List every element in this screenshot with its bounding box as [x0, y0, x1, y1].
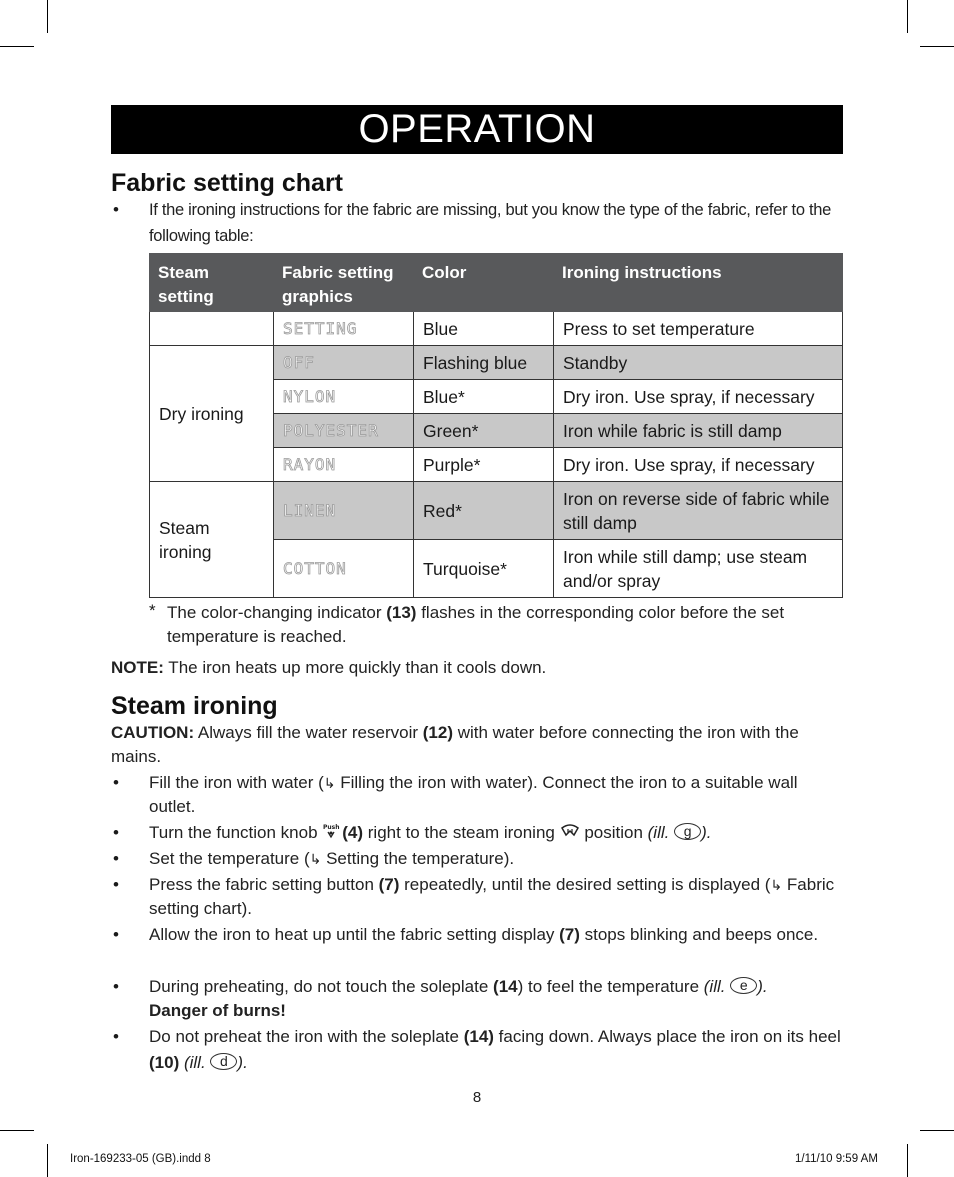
step-text: Set the temperature (	[149, 849, 310, 868]
push-knob-icon	[322, 822, 342, 846]
step-text: ). Connect the iron to a suitable wall outlet.	[149, 773, 798, 816]
lcd-graphic: NYLON	[274, 380, 414, 414]
note-label: NOTE:	[111, 658, 164, 677]
crop-mark	[0, 46, 34, 47]
ref-number: (14	[493, 977, 518, 996]
illustration-badge: g	[674, 823, 701, 840]
caution-text: Always fill the water reservoir	[194, 723, 423, 742]
column-header: Steam setting	[150, 254, 274, 312]
cross-reference-arrow-icon: ↳	[323, 775, 336, 791]
column-header: Ironing instructions	[554, 254, 843, 312]
step-set-temperature	[149, 847, 843, 871]
page-title: OPERATION	[111, 105, 843, 154]
section-heading-fabric-chart: Fabric setting chart	[111, 169, 343, 197]
table-row	[150, 346, 843, 380]
table-cell-instructions: Iron while fabric is still damp	[554, 414, 843, 448]
steam-icon	[560, 822, 580, 846]
crop-mark	[907, 0, 908, 33]
step-text: stops blinking and beeps once.	[579, 925, 819, 944]
table-cell-group-steam	[150, 482, 274, 598]
table-cell-instructions: Iron on reverse side of fabric while still damp	[554, 482, 843, 540]
step-text: right to the steam ironing	[363, 823, 560, 842]
group-label-steam: Steam ironing	[159, 517, 212, 562]
step-text: ).	[757, 977, 768, 996]
bullet: •	[113, 849, 119, 868]
table-cell-instructions: Dry iron. Use spray, if necessary	[554, 380, 843, 414]
lcd-graphic: OFF	[274, 346, 414, 380]
step-fill-water	[149, 771, 843, 819]
illustration-ref: (ill.	[703, 977, 731, 996]
bullet: •	[113, 1027, 119, 1046]
step-do-not-touch	[149, 975, 843, 1023]
ref-number: (7)	[378, 875, 400, 894]
lcd-graphic: COTTON	[274, 540, 414, 598]
table-header-row	[150, 254, 843, 312]
illustration-ref: (ill.	[179, 1053, 211, 1072]
table-cell-instructions: Press to set temperature	[554, 312, 843, 346]
bullet: •	[113, 875, 119, 894]
caution-text: with water before connecting the iron with the mains.	[111, 723, 799, 766]
cross-reference-link[interactable]: Fabric setting chart	[149, 875, 835, 918]
crop-mark	[47, 1144, 48, 1177]
ref-number: (4)	[342, 823, 364, 842]
crop-mark	[920, 1130, 954, 1131]
bullet: •	[113, 823, 119, 842]
crop-mark	[907, 1144, 908, 1177]
step-press-fabric-button	[149, 873, 843, 921]
lcd-graphic: RAYON	[274, 448, 414, 482]
crop-mark	[0, 1130, 34, 1131]
step-text: facing down. Always place the iron on its heel	[493, 1027, 841, 1046]
bullet: •	[113, 773, 119, 792]
warning-text: Danger of burns!	[149, 1001, 286, 1020]
table-cell-color: Green*	[414, 414, 554, 448]
bullet: •	[113, 200, 119, 219]
cross-reference-arrow-icon: ↳	[309, 851, 322, 867]
table-row	[150, 312, 843, 346]
step-text: Fill the iron with water (	[149, 773, 324, 792]
caution-label: CAUTION:	[111, 723, 195, 742]
crop-mark	[920, 46, 954, 47]
svg-text:Push: Push	[323, 823, 340, 831]
fabric-chart-intro: If the ironing instructions for the fabric are missing, but you know the type of the fabric, refer to the following table:	[149, 201, 832, 245]
column-header: Color	[414, 254, 554, 312]
footnote-text: The color-changing indicator	[167, 603, 387, 622]
ref-number: (7)	[559, 925, 580, 944]
step-text: Allow the iron to heat up until the fabric setting display	[149, 925, 560, 944]
step-text: position	[579, 823, 648, 842]
note-text: The iron heats up more quickly than it cools down.	[163, 658, 547, 677]
table-cell-color: Red*	[414, 482, 554, 540]
cross-reference-arrow-icon: ↳	[770, 877, 783, 893]
footnote-text: flashes in the corresponding color before the set temperature is reached.	[167, 603, 785, 646]
table-cell-instructions: Standby	[554, 346, 843, 380]
table-cell-instructions: Iron while still damp; use steam and/or spray	[554, 540, 843, 598]
lcd-graphic: POLYESTER	[274, 414, 414, 448]
step-text: ).	[503, 849, 515, 868]
step-heat-up	[149, 922, 843, 948]
note-paragraph	[111, 656, 843, 680]
illustration-badge: e	[730, 977, 757, 994]
section-heading-steam-ironing: Steam ironing	[111, 692, 278, 720]
step-text: During preheating, do not touch the soleplate	[149, 977, 494, 996]
crop-mark	[47, 0, 48, 33]
page-number: 8	[472, 1089, 482, 1106]
step-text: ).	[701, 823, 712, 842]
step-text: ).	[237, 1053, 248, 1072]
step-text: ) to feel the temperature	[517, 977, 704, 996]
footnote-ref: (13)	[386, 603, 417, 622]
step-text: repeatedly, until the desired setting is displayed (	[399, 875, 771, 894]
step-text: Press the fabric setting button	[149, 875, 379, 894]
cross-reference-link[interactable]: Setting the temperature	[321, 849, 504, 868]
table-cell-color: Blue	[414, 312, 554, 346]
table-cell-color: Flashing blue	[414, 346, 554, 380]
illustration-ref: (ill.	[647, 823, 675, 842]
step-preheat-heel	[149, 1024, 843, 1076]
caution-paragraph	[111, 721, 843, 769]
ref-number: (10)	[149, 1053, 180, 1072]
step-text: Do not preheat the iron with the soleplate	[149, 1027, 464, 1046]
step-text: Turn the function knob	[149, 823, 323, 842]
footer-date: 1/11/10 9:59 AM	[795, 1153, 878, 1165]
cross-reference-link[interactable]: Filling the iron with water	[335, 773, 528, 792]
lcd-graphic: SETTING	[274, 312, 414, 346]
table-cell-empty	[150, 312, 274, 346]
illustration-badge: d	[210, 1053, 237, 1070]
ref-number: (12)	[422, 723, 453, 742]
table-cell-instructions: Dry iron. Use spray, if necessary	[554, 448, 843, 482]
table-footnote	[167, 601, 843, 649]
fabric-setting-table	[149, 253, 843, 598]
table-footnote-star: *	[149, 601, 156, 620]
ref-number: (14)	[463, 1027, 494, 1046]
table-row	[150, 482, 843, 540]
table-cell-color: Blue*	[414, 380, 554, 414]
table-cell-color: Purple*	[414, 448, 554, 482]
footer-filename: Iron-169233-05 (GB).indd 8	[70, 1153, 211, 1165]
step-turn-knob	[149, 821, 843, 846]
lcd-graphic: LINEN	[274, 482, 414, 540]
bullet: •	[113, 977, 119, 996]
table-cell-color: Turquoise*	[414, 540, 554, 598]
column-header: Fabric setting graphics	[274, 254, 414, 312]
bullet: •	[113, 925, 119, 944]
step-text: ).	[241, 899, 252, 918]
table-cell-group-dry: Dry ironing	[150, 346, 274, 482]
